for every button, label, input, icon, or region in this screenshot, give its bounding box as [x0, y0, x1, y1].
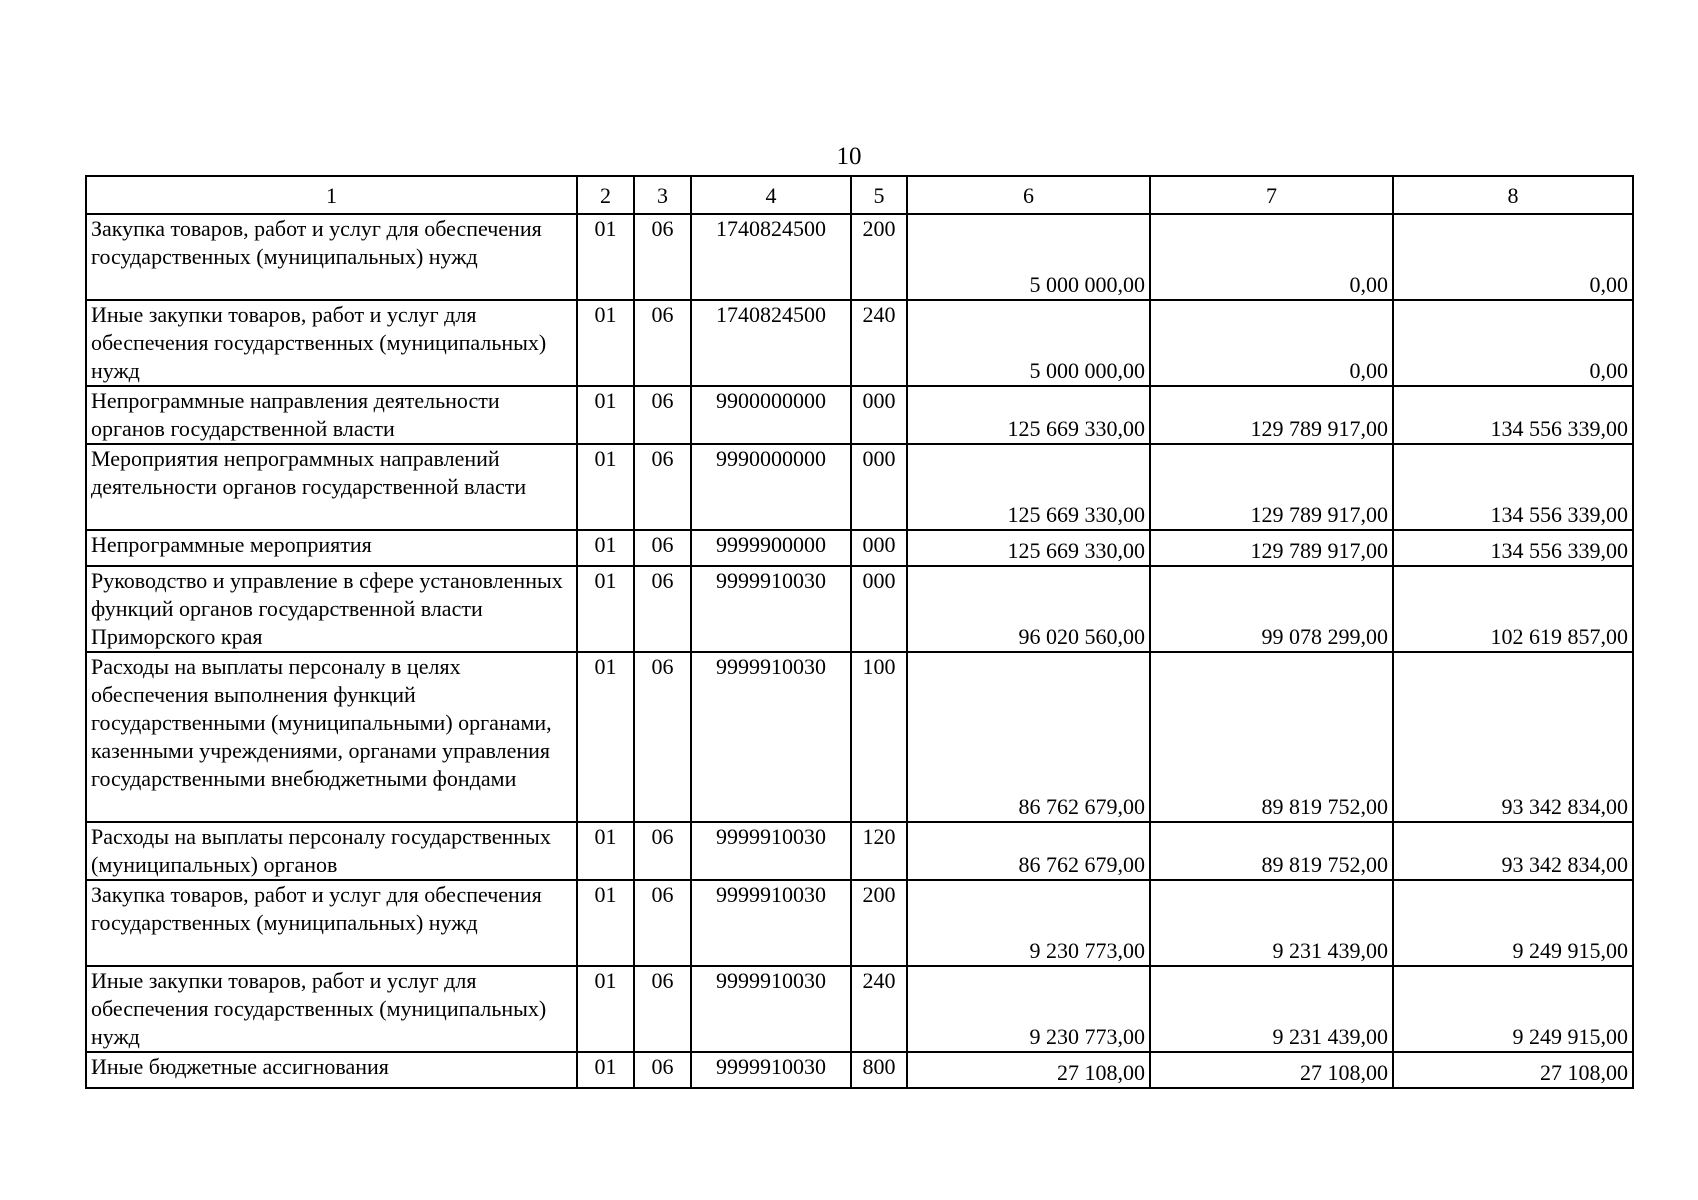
row-expense-type: 000	[851, 444, 907, 530]
row-amount-6: 5 000 000,00	[907, 300, 1150, 386]
row-name: Иные закупки товаров, работ и услуг для обеспечения государственных (муниципальных) нужд	[86, 966, 577, 1052]
row-target-code: 9999910030	[691, 652, 851, 822]
row-target-code: 9999910030	[691, 822, 851, 880]
row-section: 01	[577, 880, 634, 966]
row-amount-7: 0,00	[1150, 300, 1393, 386]
row-name: Руководство и управление в сфере установленных функций органов государственной власти Приморского края	[86, 566, 577, 652]
row-section: 01	[577, 386, 634, 444]
row-amount-8: 9 249 915,00	[1393, 966, 1633, 1052]
row-amount-6: 96 020 560,00	[907, 566, 1150, 652]
column-header: 1	[86, 176, 577, 214]
row-subsection: 06	[634, 652, 691, 822]
row-expense-type: 000	[851, 566, 907, 652]
row-amount-6: 125 669 330,00	[907, 386, 1150, 444]
row-name: Мероприятия непрограммных направлений деятельности органов государственной власти	[86, 444, 577, 530]
row-amount-8: 93 342 834,00	[1393, 822, 1633, 880]
row-target-code: 9999910030	[691, 566, 851, 652]
row-expense-type: 200	[851, 214, 907, 300]
row-subsection: 06	[634, 444, 691, 530]
row-name: Непрограммные направления деятельности органов государственной власти	[86, 386, 577, 444]
row-amount-6: 125 669 330,00	[907, 530, 1150, 566]
row-amount-7: 9 231 439,00	[1150, 880, 1393, 966]
row-amount-8: 102 619 857,00	[1393, 566, 1633, 652]
row-subsection: 06	[634, 300, 691, 386]
table-row	[86, 386, 1633, 444]
row-target-code: 9999910030	[691, 966, 851, 1052]
row-amount-8: 9 249 915,00	[1393, 880, 1633, 966]
row-expense-type: 100	[851, 652, 907, 822]
table-row	[86, 880, 1633, 966]
row-expense-type: 240	[851, 966, 907, 1052]
column-header: 2	[577, 176, 634, 214]
row-name: Расходы на выплаты персоналу в целях обеспечения выполнения функций государственными (муниципальными) органами, казенными учреждениями, органами управления государственными внебюджетными фондами	[86, 652, 577, 822]
row-section: 01	[577, 566, 634, 652]
row-expense-type: 200	[851, 880, 907, 966]
row-amount-8: 0,00	[1393, 214, 1633, 300]
row-amount-8: 27 108,00	[1393, 1052, 1633, 1088]
row-amount-7: 129 789 917,00	[1150, 530, 1393, 566]
row-amount-7: 27 108,00	[1150, 1052, 1393, 1088]
row-amount-7: 9 231 439,00	[1150, 966, 1393, 1052]
row-subsection: 06	[634, 1052, 691, 1088]
table-row	[86, 300, 1633, 386]
row-name: Закупка товаров, работ и услуг для обеспечения государственных (муниципальных) нужд	[86, 880, 577, 966]
row-expense-type: 000	[851, 386, 907, 444]
row-amount-7: 89 819 752,00	[1150, 652, 1393, 822]
row-amount-6: 5 000 000,00	[907, 214, 1150, 300]
row-subsection: 06	[634, 966, 691, 1052]
row-expense-type: 120	[851, 822, 907, 880]
row-subsection: 06	[634, 530, 691, 566]
row-target-code: 9990000000	[691, 444, 851, 530]
row-subsection: 06	[634, 214, 691, 300]
row-amount-8: 134 556 339,00	[1393, 530, 1633, 566]
row-amount-7: 0,00	[1150, 214, 1393, 300]
row-target-code: 9900000000	[691, 386, 851, 444]
row-section: 01	[577, 966, 634, 1052]
row-expense-type: 800	[851, 1052, 907, 1088]
column-header: 5	[851, 176, 907, 214]
row-amount-6: 86 762 679,00	[907, 652, 1150, 822]
row-amount-7: 89 819 752,00	[1150, 822, 1393, 880]
table-row	[86, 966, 1633, 1052]
row-name: Иные бюджетные ассигнования	[86, 1052, 577, 1088]
row-name: Непрограммные мероприятия	[86, 530, 577, 566]
row-amount-8: 0,00	[1393, 300, 1633, 386]
row-amount-6: 9 230 773,00	[907, 966, 1150, 1052]
budget-table	[85, 175, 1634, 1089]
row-amount-6: 27 108,00	[907, 1052, 1150, 1088]
row-target-code: 9999900000	[691, 530, 851, 566]
column-header: 3	[634, 176, 691, 214]
row-amount-8: 134 556 339,00	[1393, 386, 1633, 444]
row-section: 01	[577, 530, 634, 566]
table-row	[86, 652, 1633, 822]
row-subsection: 06	[634, 822, 691, 880]
table-row	[86, 1052, 1633, 1088]
row-amount-7: 129 789 917,00	[1150, 444, 1393, 530]
table-row	[86, 530, 1633, 566]
row-amount-7: 129 789 917,00	[1150, 386, 1393, 444]
table-row	[86, 822, 1633, 880]
row-amount-8: 93 342 834,00	[1393, 652, 1633, 822]
row-target-code: 1740824500	[691, 300, 851, 386]
row-subsection: 06	[634, 566, 691, 652]
column-header: 8	[1393, 176, 1633, 214]
column-header: 7	[1150, 176, 1393, 214]
table-header-row	[86, 176, 1633, 214]
row-section: 01	[577, 300, 634, 386]
row-expense-type: 000	[851, 530, 907, 566]
row-amount-7: 99 078 299,00	[1150, 566, 1393, 652]
row-subsection: 06	[634, 880, 691, 966]
row-amount-8: 134 556 339,00	[1393, 444, 1633, 530]
column-header: 6	[907, 176, 1150, 214]
row-section: 01	[577, 822, 634, 880]
table-row	[86, 214, 1633, 300]
row-section: 01	[577, 214, 634, 300]
row-amount-6: 125 669 330,00	[907, 444, 1150, 530]
row-section: 01	[577, 1052, 634, 1088]
row-amount-6: 86 762 679,00	[907, 822, 1150, 880]
table-row	[86, 566, 1633, 652]
row-expense-type: 240	[851, 300, 907, 386]
row-name: Иные закупки товаров, работ и услуг для обеспечения государственных (муниципальных) нужд	[86, 300, 577, 386]
table-row	[86, 444, 1633, 530]
page-number: 10	[836, 143, 862, 170]
row-name: Расходы на выплаты персоналу государственных (муниципальных) органов	[86, 822, 577, 880]
row-subsection: 06	[634, 386, 691, 444]
row-target-code: 9999910030	[691, 1052, 851, 1088]
row-target-code: 9999910030	[691, 880, 851, 966]
row-section: 01	[577, 652, 634, 822]
row-section: 01	[577, 444, 634, 530]
row-amount-6: 9 230 773,00	[907, 880, 1150, 966]
row-target-code: 1740824500	[691, 214, 851, 300]
row-name: Закупка товаров, работ и услуг для обеспечения государственных (муниципальных) нужд	[86, 214, 577, 300]
column-header: 4	[691, 176, 851, 214]
